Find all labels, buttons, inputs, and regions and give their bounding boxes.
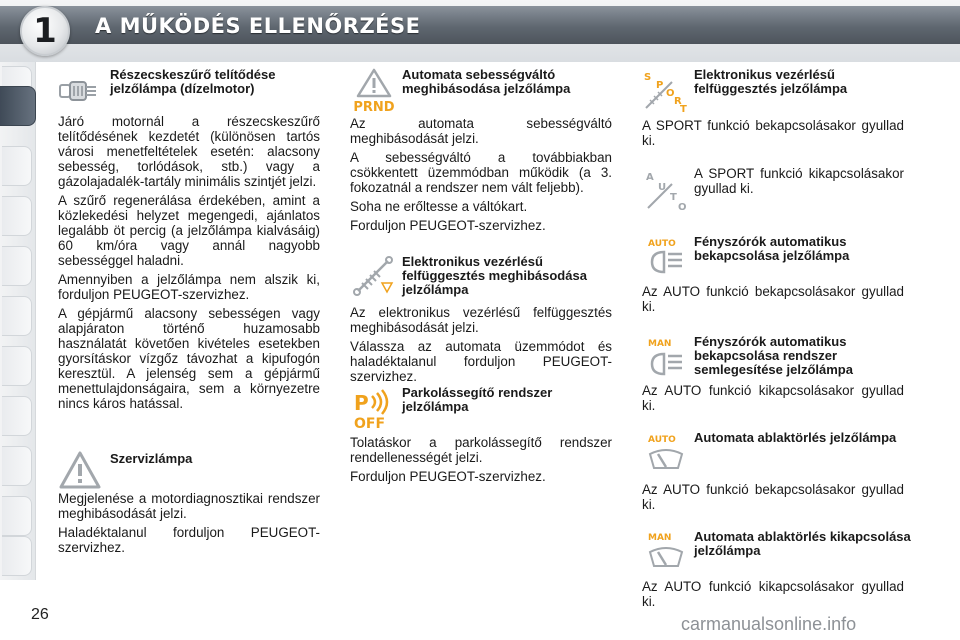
manual-wiper-icon <box>646 530 686 570</box>
auto-lights-text: Az AUTO funkció bekapcsolásakor gyullad ki. <box>642 284 904 314</box>
svg-text:OFF: OFF <box>354 416 386 430</box>
svg-text:T: T <box>670 192 677 203</box>
svg-text:AUTO: AUTO <box>648 435 676 445</box>
svg-text:P: P <box>354 391 369 415</box>
paragraph: Járó motornál a részecskeszűrő telítődésének kezdetét (különösen tartós városi menetfeltételek esetén: alacsony sebesség, torlódások, stb.) vagy a gázolajadalék-tartály minimális szintjét jelzi. <box>58 114 320 189</box>
manual-lights-title: Fényszórók automatikus bekapcsolása rendszer semlegesítése jelzőlámpa <box>694 334 853 377</box>
parking-assist-text <box>350 435 612 488</box>
paragraph: Tolatáskor a parkolássegítő rendszer rendellenességét jelzi. <box>350 435 612 465</box>
particle-filter-text <box>58 114 320 415</box>
svg-text:MAN: MAN <box>648 533 672 543</box>
paragraph: Válassza az automata üzemmódot és haladéktalanul forduljon PEUGEOT-szervizhez. <box>350 339 612 384</box>
chapter-tab-strip <box>0 62 36 580</box>
chapter-title: A MŰKÖDÉS ELLENŐRZÉSE <box>95 14 421 38</box>
paragraph: Megjelenése a motordiagnosztikai rendszer meghibásodását jelzi. <box>58 491 320 521</box>
manual-lights-text: Az AUTO funkció kikapcsolásakor gyullad ki. <box>642 383 904 413</box>
sport-suspension-off-icon <box>644 168 690 212</box>
paragraph: Haladéktalanul forduljon PEUGEOT-szervizhez. <box>58 525 320 555</box>
svg-text:A: A <box>646 172 654 183</box>
parking-sensor-off-icon <box>352 388 400 430</box>
chapter-tab[interactable] <box>2 146 32 186</box>
chapter-badge: 1 <box>20 6 70 56</box>
paragraph: Forduljon PEUGEOT-szervizhez. <box>350 469 546 484</box>
service-lamp-text <box>58 491 320 559</box>
manual-headlamp-icon <box>646 336 686 378</box>
paragraph: A szűrő regenerálása érdekében, amint a közlekedési helyzet megengedi, ajánlatos legalább öt percig (a jelzőlámpa kialvásáig) 60 km/óra vagy annál nagyobb sebességgel haladni. <box>58 193 320 268</box>
svg-text:MAN: MAN <box>648 339 672 349</box>
auto-wiper-icon <box>646 432 686 472</box>
particle-filter-title: Részecskeszűrő telítődése jelzőlámpa (dízelmotor) <box>110 67 276 96</box>
suspension-fault-text <box>350 305 612 388</box>
svg-text:O: O <box>666 88 675 99</box>
chapter-tab[interactable] <box>2 346 32 386</box>
parking-assist-title: Parkolássegítő rendszer jelzőlámpa <box>402 385 553 414</box>
gearbox-prnd-icon <box>350 68 398 114</box>
paragraph: Soha ne erőltesse a váltókart. <box>350 199 528 214</box>
paragraph: Forduljon PEUGEOT-szervizhez. <box>350 218 546 233</box>
suspension-fault-title: Elektronikus vezérlésű felfüggesztés meghibásodása jelzőlámpa <box>402 254 587 297</box>
chapter-tab-active[interactable] <box>0 86 36 126</box>
suspension-fault-icon <box>352 255 396 297</box>
auto-wiper-text: Az AUTO funkció bekapcsolásakor gyullad ki. <box>642 482 904 512</box>
chapter-tab[interactable] <box>2 396 32 436</box>
service-lamp-title: Szervizlámpa <box>110 451 193 466</box>
svg-text:U: U <box>658 182 667 193</box>
svg-text:O: O <box>678 202 687 212</box>
page-number: 26 <box>31 606 49 623</box>
auto-wiper-title: Automata ablaktörlés jelzőlámpa <box>694 430 897 445</box>
chapter-tab[interactable] <box>2 496 32 536</box>
watermark: carmanualsonline.info <box>681 614 857 634</box>
paragraph: Az automata sebességváltó meghibásodását jelzi. <box>350 116 612 146</box>
gearbox-fault-text <box>350 116 612 237</box>
chapter-tab[interactable] <box>2 446 32 486</box>
paragraph: A gépjármű alacsony sebességen vagy alapjáraton történő huzamosabb használatát követően kivételes esetekben gyorsításkor vízgőz távozhat a kipufogón keresztül. A jelenség sem a gépjármű menettulajdonságaira, sem a környezetre nincs káros hatással. <box>58 306 320 411</box>
particle-filter-icon <box>58 78 98 104</box>
sport-suspension-icon <box>642 68 688 112</box>
sport-on-text: A SPORT funkció bekapcsolásakor gyullad ki. <box>642 118 904 148</box>
auto-lights-title: Fényszórók automatikus bekapcsolása jelzőlámpa <box>694 234 850 263</box>
svg-text:P: P <box>656 80 664 91</box>
manual-wiper-title: Automata ablaktörlés kikapcsolása jelzőlámpa <box>694 529 911 558</box>
chapter-tab[interactable] <box>2 536 32 576</box>
chapter-tab[interactable] <box>2 296 32 336</box>
paragraph: Az elektronikus vezérlésű felfüggesztés meghibásodását jelzi. <box>350 305 612 335</box>
sport-off-text: A SPORT funkció kikapcsolásakor gyullad ki. <box>694 166 904 196</box>
auto-headlamp-icon <box>646 236 686 276</box>
svg-text:PRND: PRND <box>353 100 395 114</box>
svg-text:R: R <box>674 96 682 107</box>
svg-text:T: T <box>680 104 687 112</box>
manual-wiper-text: Az AUTO funkció kikapcsolásakor gyullad ki. <box>642 579 904 609</box>
chapter-tab[interactable] <box>2 196 32 236</box>
sport-suspension-title: Elektronikus vezérlésű felfüggesztés jelzőlámpa <box>694 67 848 96</box>
svg-text:AUTO: AUTO <box>648 239 676 249</box>
paragraph: A sebességváltó a továbbiakban csökkentett üzemmódban működik (a 3. fokozatnál a rendszer nem vált feljebb). <box>350 150 612 195</box>
page-header <box>0 0 960 62</box>
svg-text:S: S <box>644 72 652 83</box>
gearbox-fault-title: Automata sebességváltó meghibásodása jelzőlámpa <box>402 67 571 96</box>
paragraph: Amennyiben a jelzőlámpa nem alszik ki, forduljon PEUGEOT-szervizhez. <box>58 272 320 302</box>
warning-triangle-icon <box>58 450 102 490</box>
chapter-tab[interactable] <box>2 246 32 286</box>
